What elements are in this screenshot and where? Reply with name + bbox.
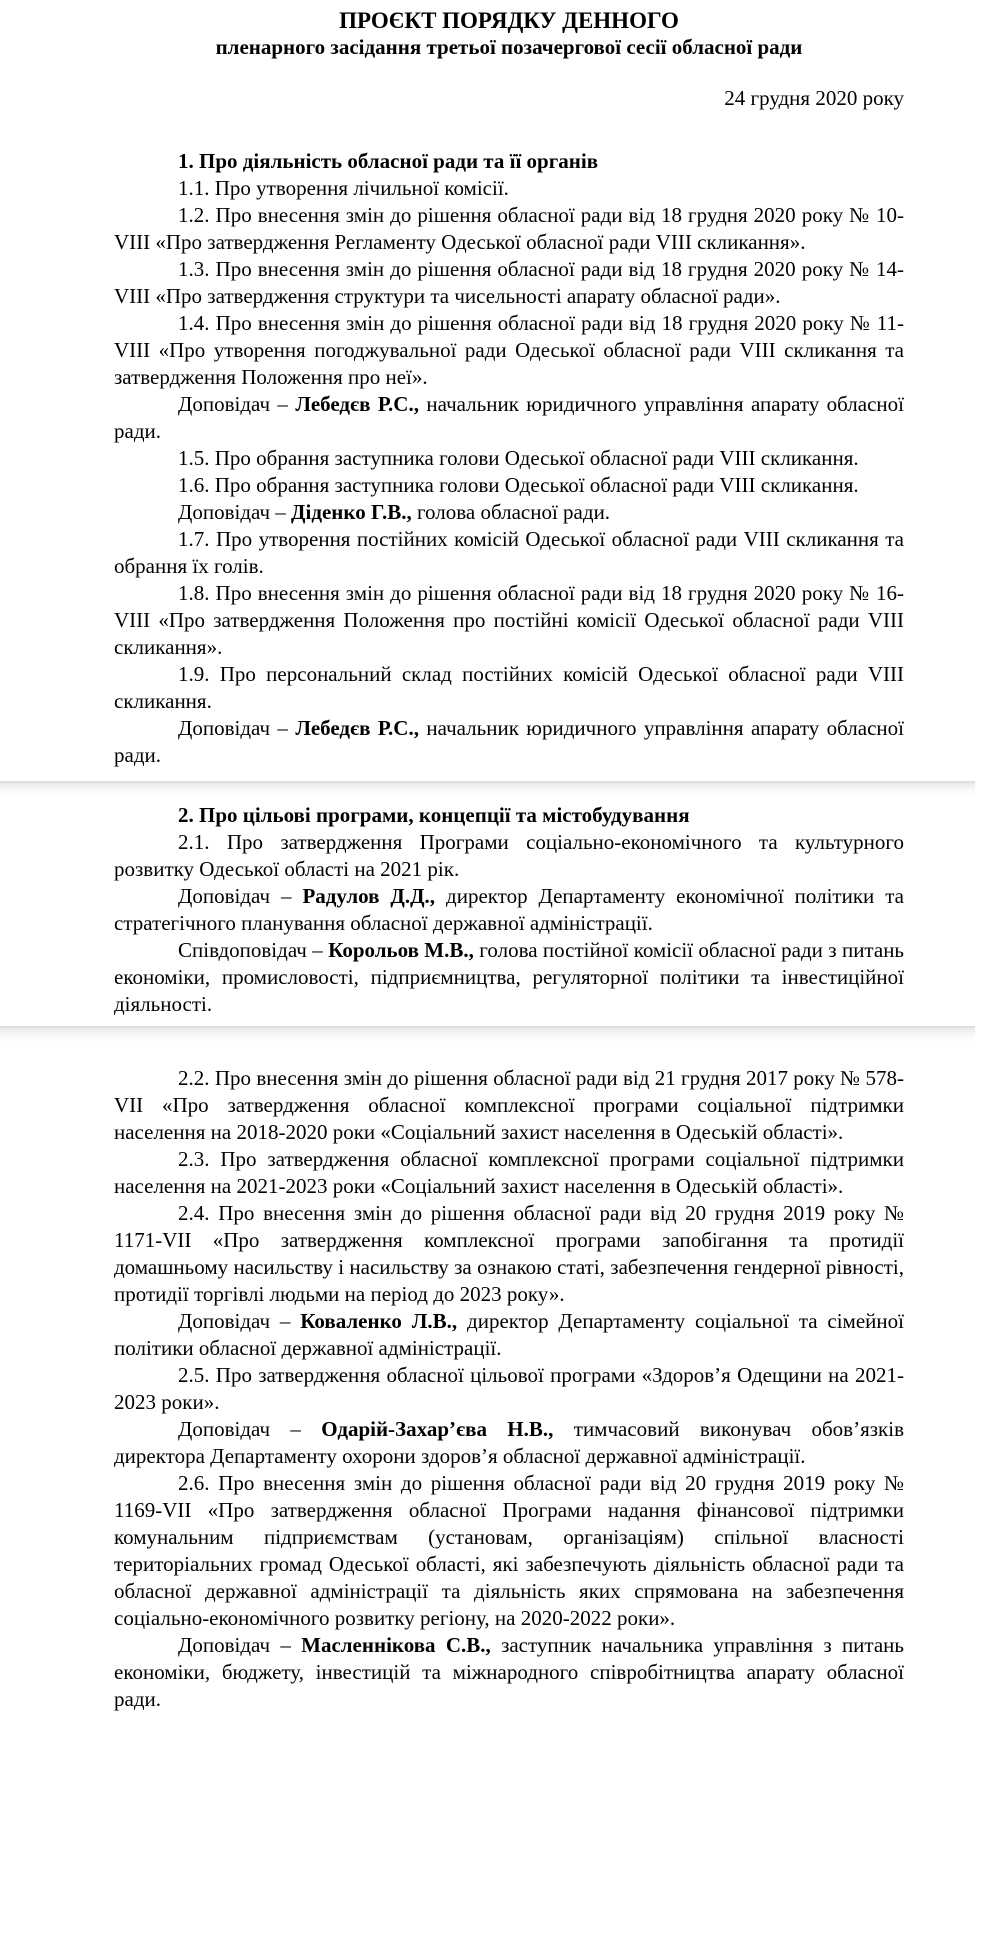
speaker-label: Доповідач – — [178, 500, 292, 524]
document-subtitle: пленарного засідання третьої позачергової сесії обласної ради — [215, 35, 803, 59]
page-separator-2 — [0, 1026, 975, 1041]
page-1 — [0, 0, 975, 781]
agenda-item-1-6: 1.6. Про обрання заступника голови Одеської обласної ради VIII скликання. — [178, 473, 859, 497]
speaker-label: Доповідач – — [178, 392, 296, 416]
speaker-role: тимчасовий виконувач обов’язків директора Департаменту охорони здоров’я обласної державної адміністрації. — [114, 1417, 904, 1468]
speaker-label: Доповідач – — [178, 884, 303, 908]
agenda-item-1-3: 1.3. Про внесення змін до рішення обласної ради від 18 грудня 2020 року № 14-VIII «Про затвердження структури та чисельності апарату обласної ради». — [114, 257, 904, 308]
speaker-role: начальник юридичного управління апарату обласної ради. — [114, 716, 904, 767]
speaker-name: Корольов М.В., — [328, 938, 480, 962]
agenda-item-1-5: 1.5. Про обрання заступника голови Одеської обласної ради VIII скликання. — [178, 446, 859, 470]
document-date: 24 грудня 2020 року — [724, 86, 904, 110]
speaker-name: Одарій-Захар’єва Н.В., — [321, 1417, 574, 1441]
speaker-role: голова постійної комісії обласної ради з питань економіки, промисловості, підприємництва, регуляторної політики та інвестиційної діяльності. — [114, 938, 905, 1016]
section-1-heading: 1. Про діяльність обласної ради та її органів — [178, 149, 599, 173]
speaker-name: Масленнікова С.В., — [301, 1633, 502, 1657]
agenda-item-2-1: 2.1. Про затвердження Програми соціально-економічного та культурного розвитку Одеської області на 2021 рік. — [114, 830, 904, 881]
speaker-role: директор Департаменту соціальної та сімейної політики обласної державної адміністрації. — [114, 1309, 904, 1360]
page-2 — [0, 796, 975, 1026]
speaker-label: Співдоповідач – — [178, 938, 329, 962]
page-3 — [0, 1041, 975, 1743]
agenda-item-1-4: 1.4. Про внесення змін до рішення обласної ради від 18 грудня 2020 року № 11-VIII «Про утворення погоджувальної ради Одеської обласної ради VIII скликання та затвердження Положення про неї». — [114, 311, 904, 389]
agenda-item-1-2: 1.2. Про внесення змін до рішення обласної ради від 18 грудня 2020 року № 10-VIII «Про затвердження Регламенту Одеської обласної ради VIII скликання». — [114, 203, 904, 254]
speaker-line — [114, 883, 904, 937]
speaker-line — [114, 1632, 904, 1713]
speaker-name: Коваленко Л.В., — [300, 1309, 468, 1333]
agenda-item-2-4: 2.4. Про внесення змін до рішення обласної ради від 20 грудня 2019 року № 1171-VII «Про затвердження комплексної програми запобігання та протидії домашньому насильству і насильству за ознакою статі, забезпечення гендерної рівності, протидії торгівлі людьми на період до 2023 року». — [114, 1201, 904, 1306]
speaker-line — [114, 499, 904, 526]
speaker-role: заступник начальника управління з питань економіки, бюджету, інвестицій та міжнародного співробітництва апарату обласної ради. — [114, 1633, 904, 1711]
speaker-name: Лебедєв Р.С., — [295, 716, 427, 740]
speaker-name: Лебедєв Р.С., — [295, 392, 427, 416]
document-title: ПРОЄКТ ПОРЯДКУ ДЕННОГО — [339, 8, 679, 33]
section-2-heading: 2. Про цільові програми, концепції та містобудування — [178, 803, 690, 827]
speaker-label: Доповідач – — [178, 716, 296, 740]
speaker-line — [114, 715, 904, 769]
agenda-item-1-9: 1.9. Про персональний склад постійних комісій Одеської обласної ради VIII скликання. — [114, 662, 904, 713]
co-speaker-line — [114, 937, 904, 1018]
speaker-role: начальник юридичного управління апарату обласної ради. — [114, 392, 904, 443]
speaker-name: Діденко Г.В., — [291, 500, 417, 524]
speaker-line — [114, 391, 904, 445]
speaker-line — [114, 1416, 904, 1470]
agenda-item-2-3: 2.3. Про затвердження обласної комплексної програми соціальної підтримки населення на 2021-2023 роки «Соціальний захист населення в Одеській області». — [114, 1147, 904, 1198]
agenda-item-1-1: 1.1. Про утворення лічильної комісії. — [178, 176, 509, 200]
agenda-item-2-5: 2.5. Про затвердження обласної цільової програми «Здоров’я Одещини на 2021-2023 роки». — [114, 1363, 904, 1414]
speaker-label: Доповідач – — [178, 1633, 302, 1657]
agenda-item-1-8: 1.8. Про внесення змін до рішення обласної ради від 18 грудня 2020 року № 16-VIII «Про затвердження Положення про постійні комісії Одеської обласної ради VIII скликання». — [114, 581, 904, 659]
page-separator-1 — [0, 781, 975, 796]
speaker-line — [114, 1308, 904, 1362]
speaker-label: Доповідач – — [178, 1417, 322, 1441]
agenda-item-2-2: 2.2. Про внесення змін до рішення обласної ради від 21 грудня 2017 року № 578-VII «Про затвердження обласної комплексної програми соціальної підтримки населення на 2018-2020 роки «Соціальний захист населення в Одеській області». — [114, 1066, 904, 1144]
agenda-item-2-6: 2.6. Про внесення змін до рішення обласної ради від 20 грудня 2019 року № 1169-VII «Про затвердження обласної Програми надання фінансової підтримки комунальним підприємствам (установам, організаціям) спільної власності територіальних громад Одеської області, які забезпечують діяльність обласної ради та обласної державної адміністрації та діяльність яких спрямована на забезпечення соціально-економічного розвитку регіону, на 2020-2022 роки». — [114, 1471, 904, 1630]
speaker-name: Радулов Д.Д., — [302, 884, 447, 908]
agenda-item-1-7: 1.7. Про утворення постійних комісій Одеської обласної ради VIII скликання та обрання їх голів. — [114, 527, 904, 578]
speaker-role: директор Департаменту економічної політики та стратегічного планування обласної державної адміністрації. — [114, 884, 904, 935]
speaker-label: Доповідач – — [178, 1309, 301, 1333]
speaker-role: голова обласної ради. — [416, 500, 611, 524]
